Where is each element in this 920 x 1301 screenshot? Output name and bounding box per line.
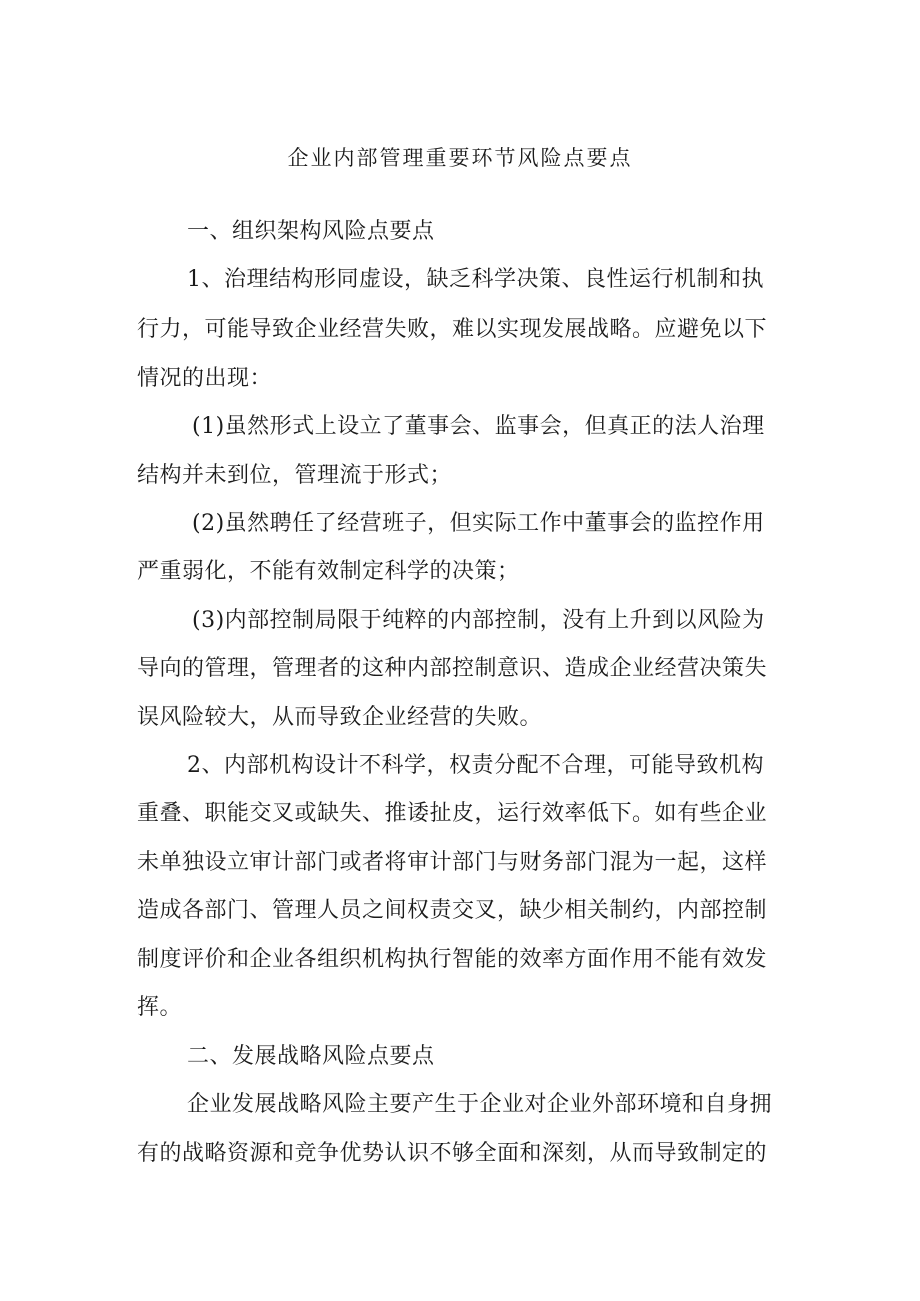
paragraph-line: 行力，可能导致企业经营失败，难以实现发展战略。应避免以下 bbox=[137, 317, 768, 342]
paragraph-line: 挥。 bbox=[137, 995, 183, 1020]
paragraph-line: 2、内部机构设计不科学，权责分配不合理，可能导致机构 bbox=[187, 753, 764, 778]
paragraph-line: 制度评价和企业各组织机构执行智能的效率方面作用不能有效发 bbox=[137, 947, 768, 972]
section-heading-2: 二、发展战略风险点要点 bbox=[187, 1044, 435, 1069]
section-heading-1: 一、组织架构风险点要点 bbox=[187, 219, 435, 244]
paragraph-line: 导向的管理，管理者的这种内部控制意识、造成企业经营决策失 bbox=[137, 656, 768, 681]
paragraph-line: 重叠、职能交叉或缺失、推诿扯皮，运行效率低下。如有些企业 bbox=[137, 801, 768, 826]
document-title: 企业内部管理重要环节风险点要点 bbox=[287, 146, 633, 170]
paragraph-line: 结构并未到位，管理流于形式； bbox=[137, 463, 453, 488]
list-item-3: (3)内部控制局限于纯粹的内部控制，没有上升到以风险为 bbox=[192, 608, 765, 633]
list-item-2: (2)虽然聘任了经营班子，但实际工作中董事会的监控作用 bbox=[192, 511, 765, 536]
paragraph-line: 误风险较大，从而导致企业经营的失败。 bbox=[137, 705, 543, 730]
paragraph-line: 严重弱化，不能有效制定科学的决策； bbox=[137, 559, 520, 584]
paragraph-line: 有的战略资源和竞争优势认识不够全面和深刻，从而导致制定的 bbox=[137, 1141, 768, 1166]
paragraph-line: 企业发展战略风险主要产生于企业对企业外部环境和自身拥 bbox=[187, 1092, 773, 1117]
paragraph-line: 未单独设立审计部门或者将审计部门与财务部门混为一起，这样 bbox=[137, 850, 768, 875]
paragraph-line: 造成各部门、管理人员之间权责交叉，缺少相关制约，内部控制 bbox=[137, 898, 768, 923]
list-item-1: (1)虽然形式上设立了董事会、监事会，但真正的法人治理 bbox=[192, 414, 765, 439]
paragraph-line: 1、治理结构形同虚设，缺乏科学决策、良性运行机制和执 bbox=[187, 267, 764, 292]
paragraph-line: 情况的出现： bbox=[137, 366, 273, 391]
